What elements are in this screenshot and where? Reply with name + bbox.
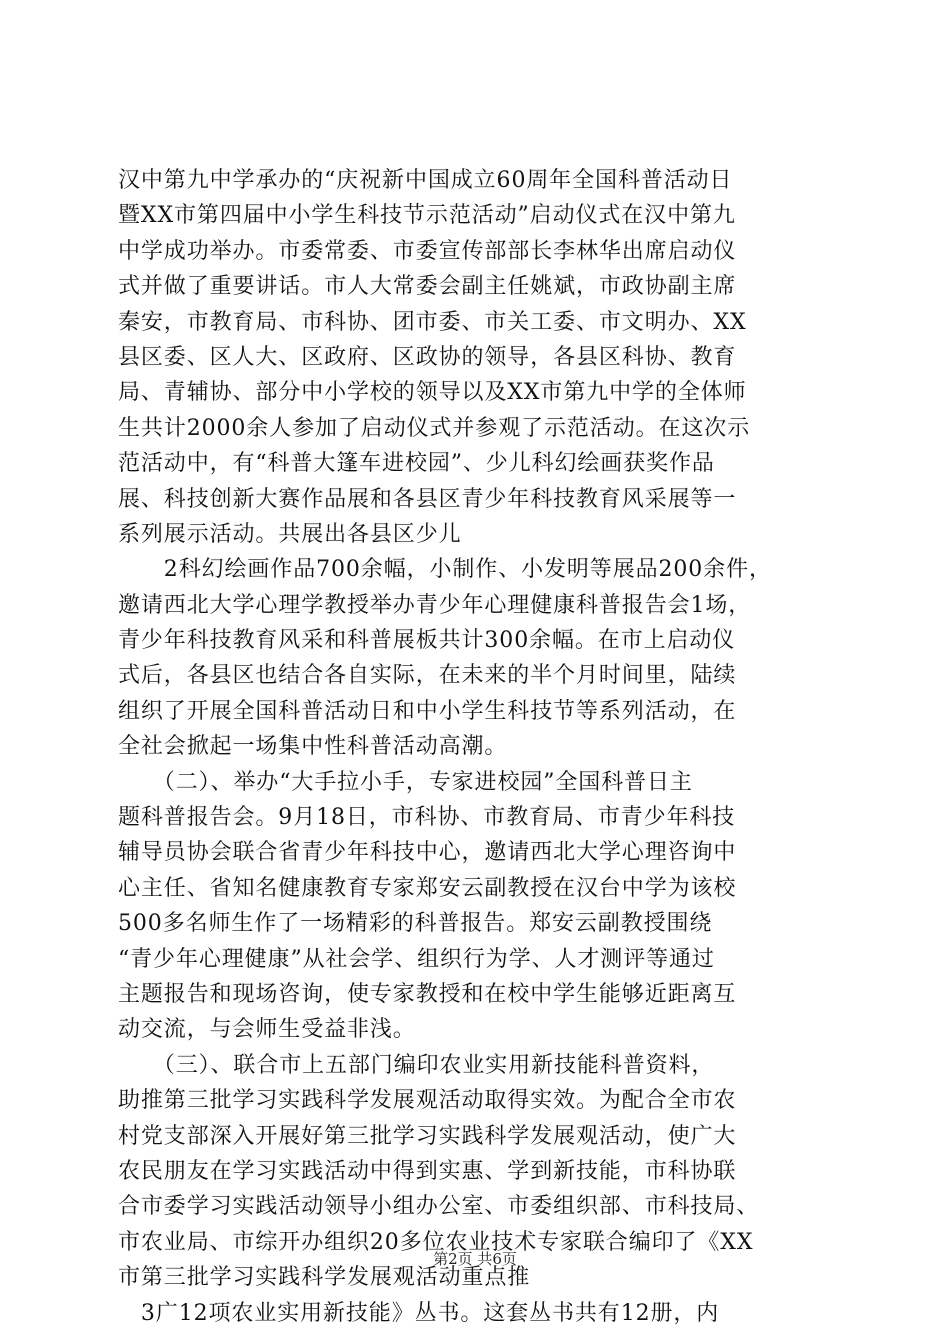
text-line: 合市委学习实践活动领导小组办公室、市委组织部、市科技局、	[118, 1194, 760, 1220]
text-line: 2科幻绘画作品700余幅，小制作、小发明等展品200余件，	[118, 557, 772, 583]
text-line: 动交流，与会师生受益非浅。	[118, 1017, 416, 1043]
text-line: 辅导员协会联合省青少年科技中心，邀请西北大学心理咨询中	[118, 840, 737, 866]
text-line: 青少年科技教育风采和科普展板共计300余幅。在市上启动仪	[118, 628, 736, 654]
text-line: 局、青辅协、部分中小学校的领导以及XX市第九中学的全体师	[118, 380, 747, 406]
text-line: 系列展示活动。共展出各县区少儿	[118, 521, 462, 547]
text-line: 农民朋友在学习实践活动中得到实惠、学到新技能，市科协联	[118, 1158, 737, 1184]
text-line: 题科普报告会。9月18日，市科协、市教育局、市青少年科技	[118, 805, 736, 831]
text-line: 市第三批学习实践科学发展观活动重点推	[118, 1265, 531, 1291]
page-footer: 第2页 共6页	[433, 1250, 517, 1268]
text-line: 3广12项农业实用新技能》丛书。这套丛书共有12册，内	[118, 1300, 720, 1326]
text-line: “青少年心理健康”从社会学、组织行为学、人才测评等通过	[118, 946, 715, 972]
text-line: 汉中第九中学承办的“庆祝新中国成立60周年全国科普活动日	[118, 168, 733, 193]
text-line: （三）、联合市上五部门编印农业实用新技能科普资料，	[118, 1052, 715, 1078]
text-line: 邀请西北大学心理学教授举办青少年心理健康科普报告会1场，	[118, 592, 752, 618]
text-line: 县区委、区人大、区政府、区政协的领导，各县区科协、教育	[118, 344, 737, 370]
text-line: 生共计2000余人参加了启动仪式并参观了示范活动。在这次示	[118, 415, 751, 441]
text-line: 主题报告和现场咨询，使专家教授和在校中学生能够近距离互	[118, 981, 737, 1007]
text-line: 组织了开展全国科普活动日和中小学生科技节等系列活动，在	[118, 698, 737, 724]
body-text	[118, 163, 838, 1331]
text-line: 展、科技创新大赛作品展和各县区青少年科技教育风采展等一	[118, 486, 737, 512]
text-line: 村党支部深入开展好第三批学习实践科学发展观活动，使广大	[118, 1123, 737, 1149]
text-line: 中学成功举办。市委常委、市委宣传部部长李林华出席启动仪	[118, 238, 737, 264]
text-line: 市农业局、市综开办组织20多位农业技术专家联合编印了《XX	[118, 1229, 754, 1255]
text-line: 暨XX市第四届中小学生科技节示范活动”启动仪式在汉中第九	[118, 203, 736, 229]
text-line: 500多名师生作了一场精彩的科普报告。郑安云副教授围绕	[118, 911, 713, 937]
text-line: 全社会掀起一场集中性科普活动高潮。	[118, 734, 508, 760]
text-line: 秦安，市教育局、市科协、团市委、市关工委、市文明办、XX	[118, 309, 747, 335]
text-line: 助推第三批学习实践科学发展观活动取得实效。为配合全市农	[118, 1088, 737, 1114]
text-line: 心主任、省知名健康教育专家郑安云副教授在汉台中学为该校	[118, 875, 737, 901]
text-line: 式后，各县区也结合各自实际，在未来的半个月时间里，陆续	[118, 663, 737, 689]
text-line: 范活动中，有“科普大篷车进校园”、少儿科幻绘画获奖作品	[118, 451, 715, 477]
text-line: 式并做了重要讲话。市人大常委会副主任姚斌，市政协副主席	[118, 274, 737, 300]
text-line: （二）、举办“大手拉小手，专家进校园”全国科普日主	[118, 769, 693, 795]
